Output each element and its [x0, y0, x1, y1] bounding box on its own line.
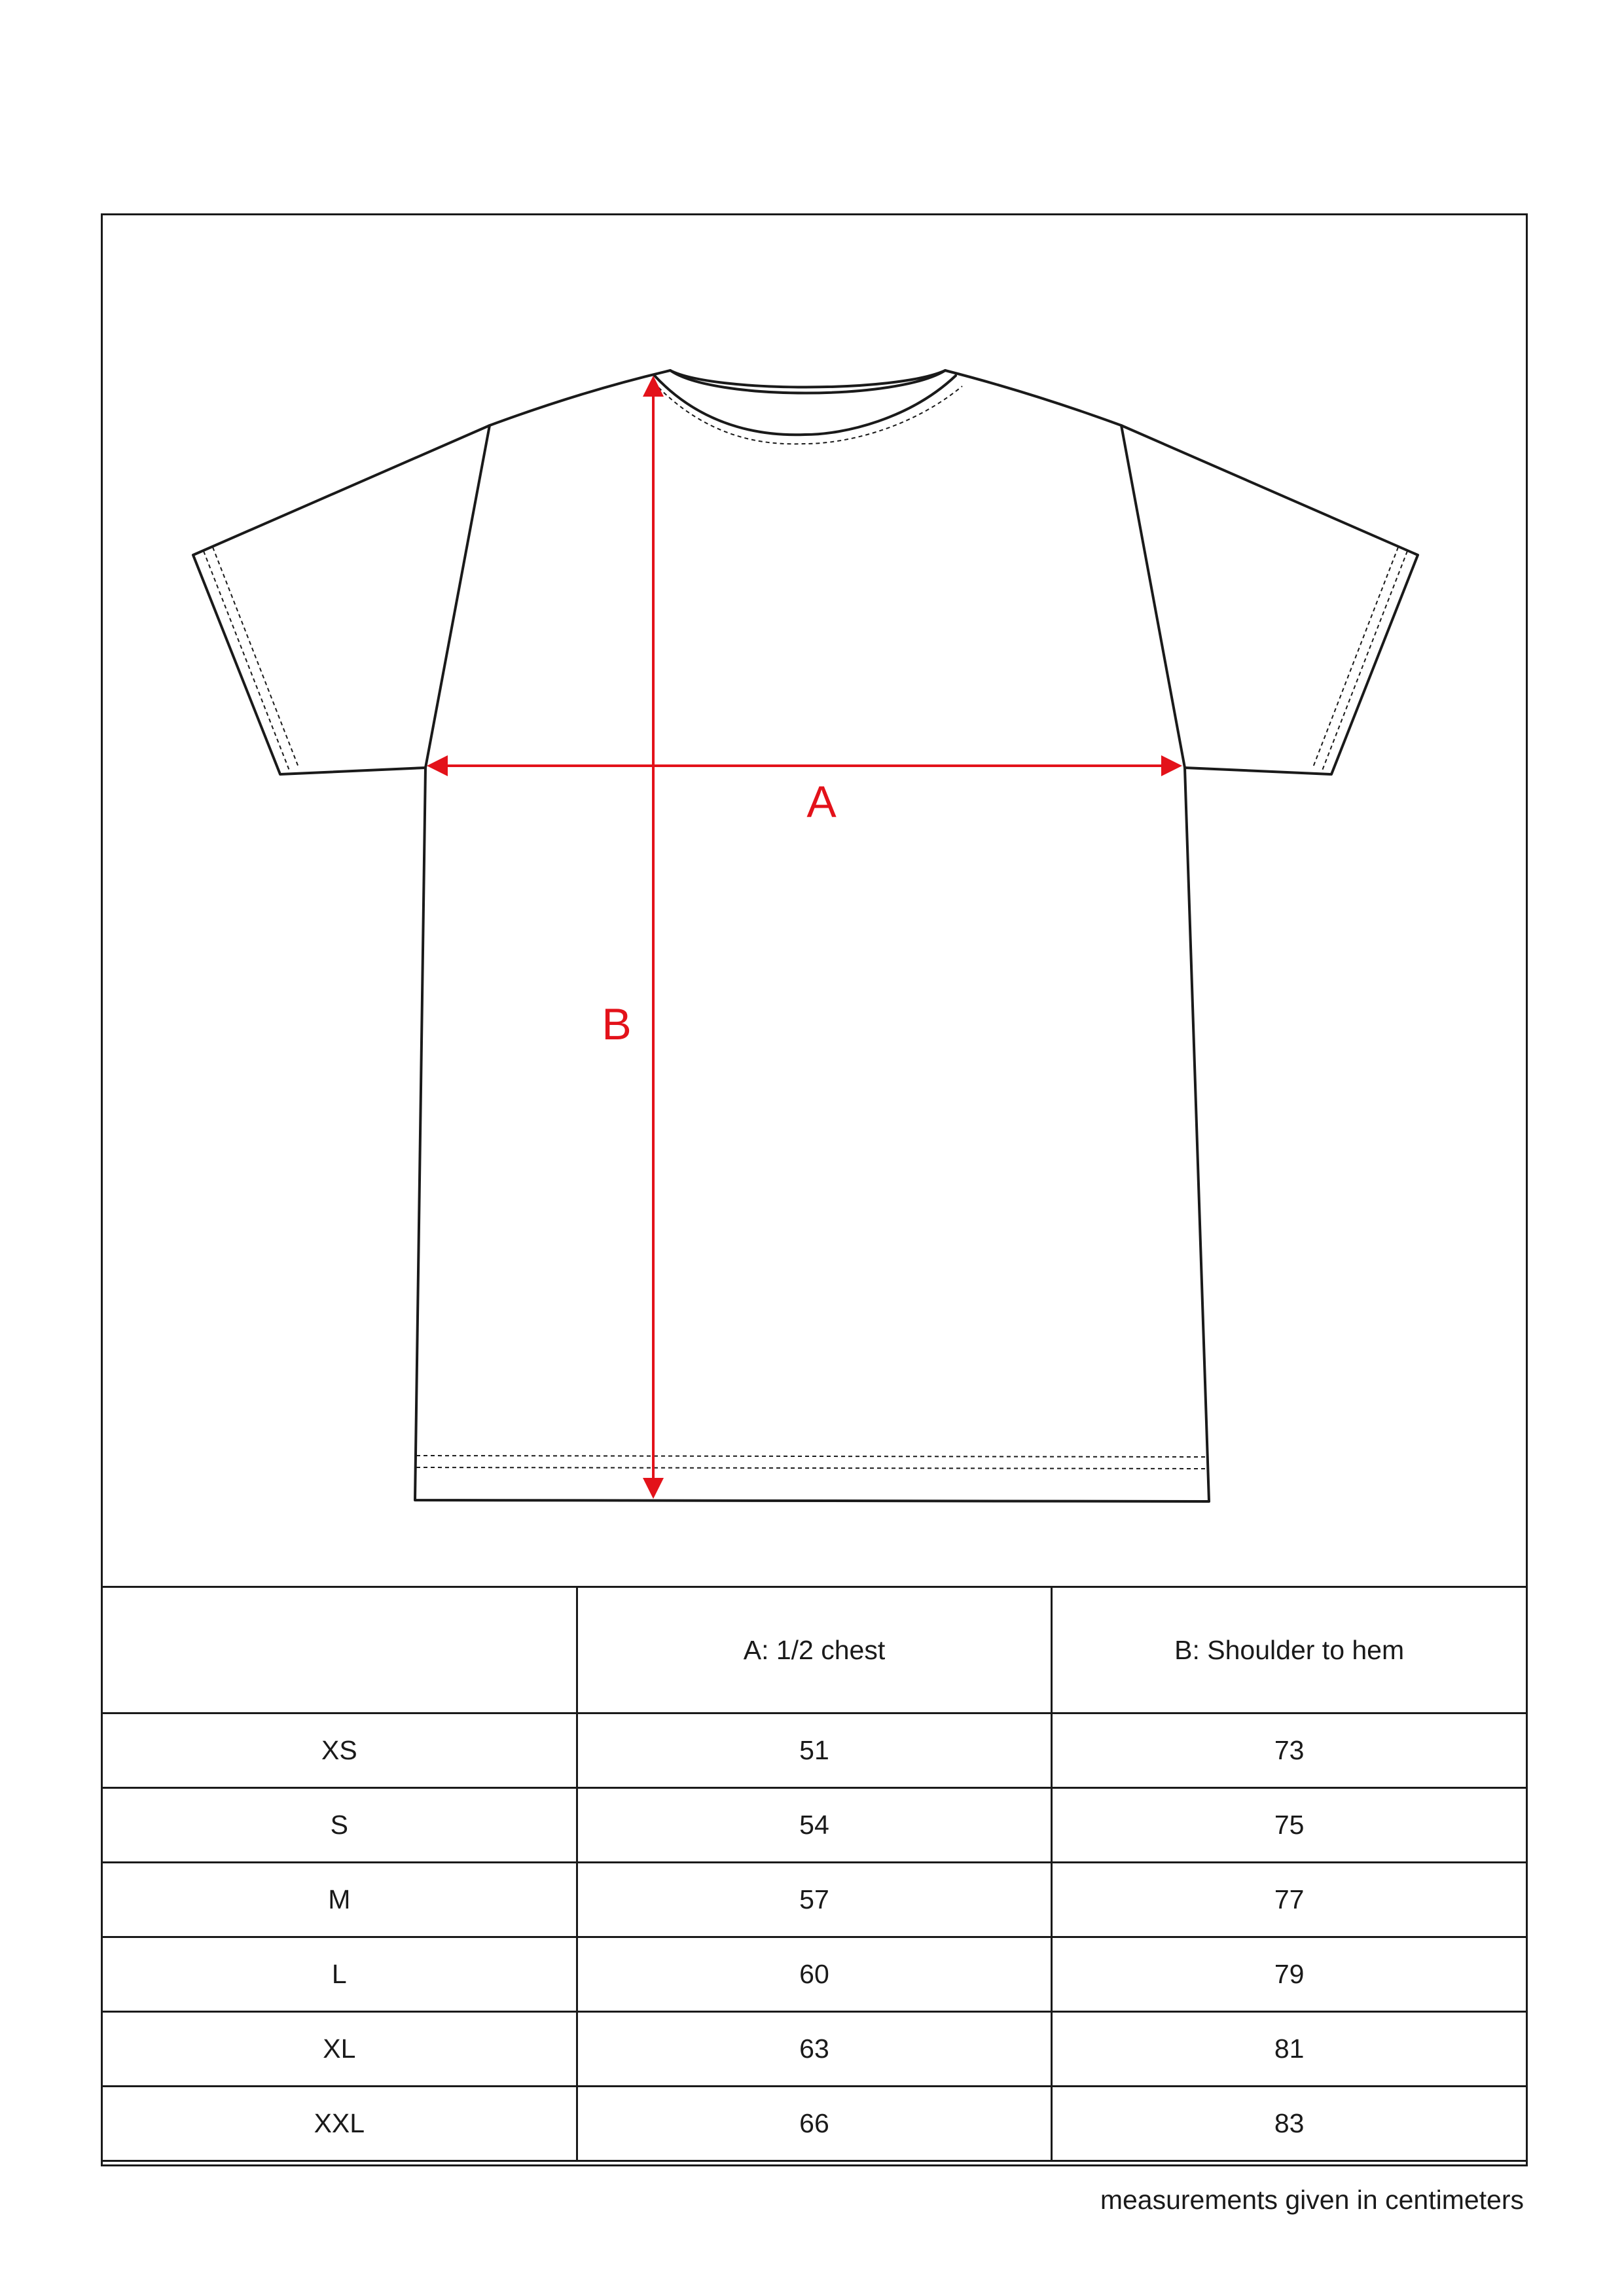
- length-cell: 79: [1052, 1937, 1527, 2012]
- table-row: [102, 1937, 1527, 2012]
- chest-cell: 54: [577, 1788, 1052, 1863]
- length-cell: 75: [1052, 1788, 1527, 1863]
- chest-cell: 51: [577, 1713, 1052, 1788]
- chest-cell: 63: [577, 2012, 1052, 2087]
- size-cell: L: [102, 1937, 577, 2012]
- tshirt-body-outline: [193, 370, 1418, 1501]
- length-cell: 77: [1052, 1863, 1527, 1937]
- left-sleeve-stitch-2: [213, 547, 298, 767]
- tshirt-outline: [193, 370, 1418, 1501]
- right-sleeve-stitch-2: [1313, 547, 1398, 767]
- measurement-arrows: [429, 378, 1180, 1496]
- length-cell: 81: [1052, 2012, 1527, 2087]
- chest-cell: 60: [577, 1937, 1052, 2012]
- left-armhole-seam: [425, 425, 490, 768]
- right-sleeve-stitch-1: [1322, 551, 1407, 770]
- table-row: [102, 1713, 1527, 1788]
- header-size: [102, 1587, 577, 1713]
- table-row: [102, 2087, 1527, 2161]
- header-length: B: Shoulder to hem: [1052, 1587, 1527, 1713]
- right-armhole-seam: [1121, 425, 1185, 768]
- table-header-row: [102, 1587, 1527, 1713]
- hem-stitch-1: [416, 1456, 1208, 1457]
- size-cell: XL: [102, 2012, 577, 2087]
- stitching: [204, 386, 1407, 1469]
- size-cell: XS: [102, 1713, 577, 1788]
- units-footnote: measurements given in centimeters: [1100, 2185, 1524, 2215]
- chest-cell: 66: [577, 2087, 1052, 2161]
- size-cell: M: [102, 1863, 577, 1937]
- table-row: [102, 1788, 1527, 1863]
- hem-stitch-2: [416, 1467, 1208, 1469]
- size-cell: XXL: [102, 2087, 577, 2161]
- size-table: [101, 1586, 1528, 2162]
- length-cell: 73: [1052, 1713, 1527, 1788]
- header-chest: A: 1/2 chest: [577, 1587, 1052, 1713]
- label-a: A: [806, 777, 837, 827]
- size-cell: S: [102, 1788, 577, 1863]
- chest-cell: 57: [577, 1863, 1052, 1937]
- table-row: [102, 2012, 1527, 2087]
- collar-band: [655, 376, 956, 435]
- left-sleeve-stitch-1: [204, 551, 289, 770]
- label-b: B: [602, 999, 632, 1049]
- length-cell: 83: [1052, 2087, 1527, 2161]
- table-row: [102, 1863, 1527, 1937]
